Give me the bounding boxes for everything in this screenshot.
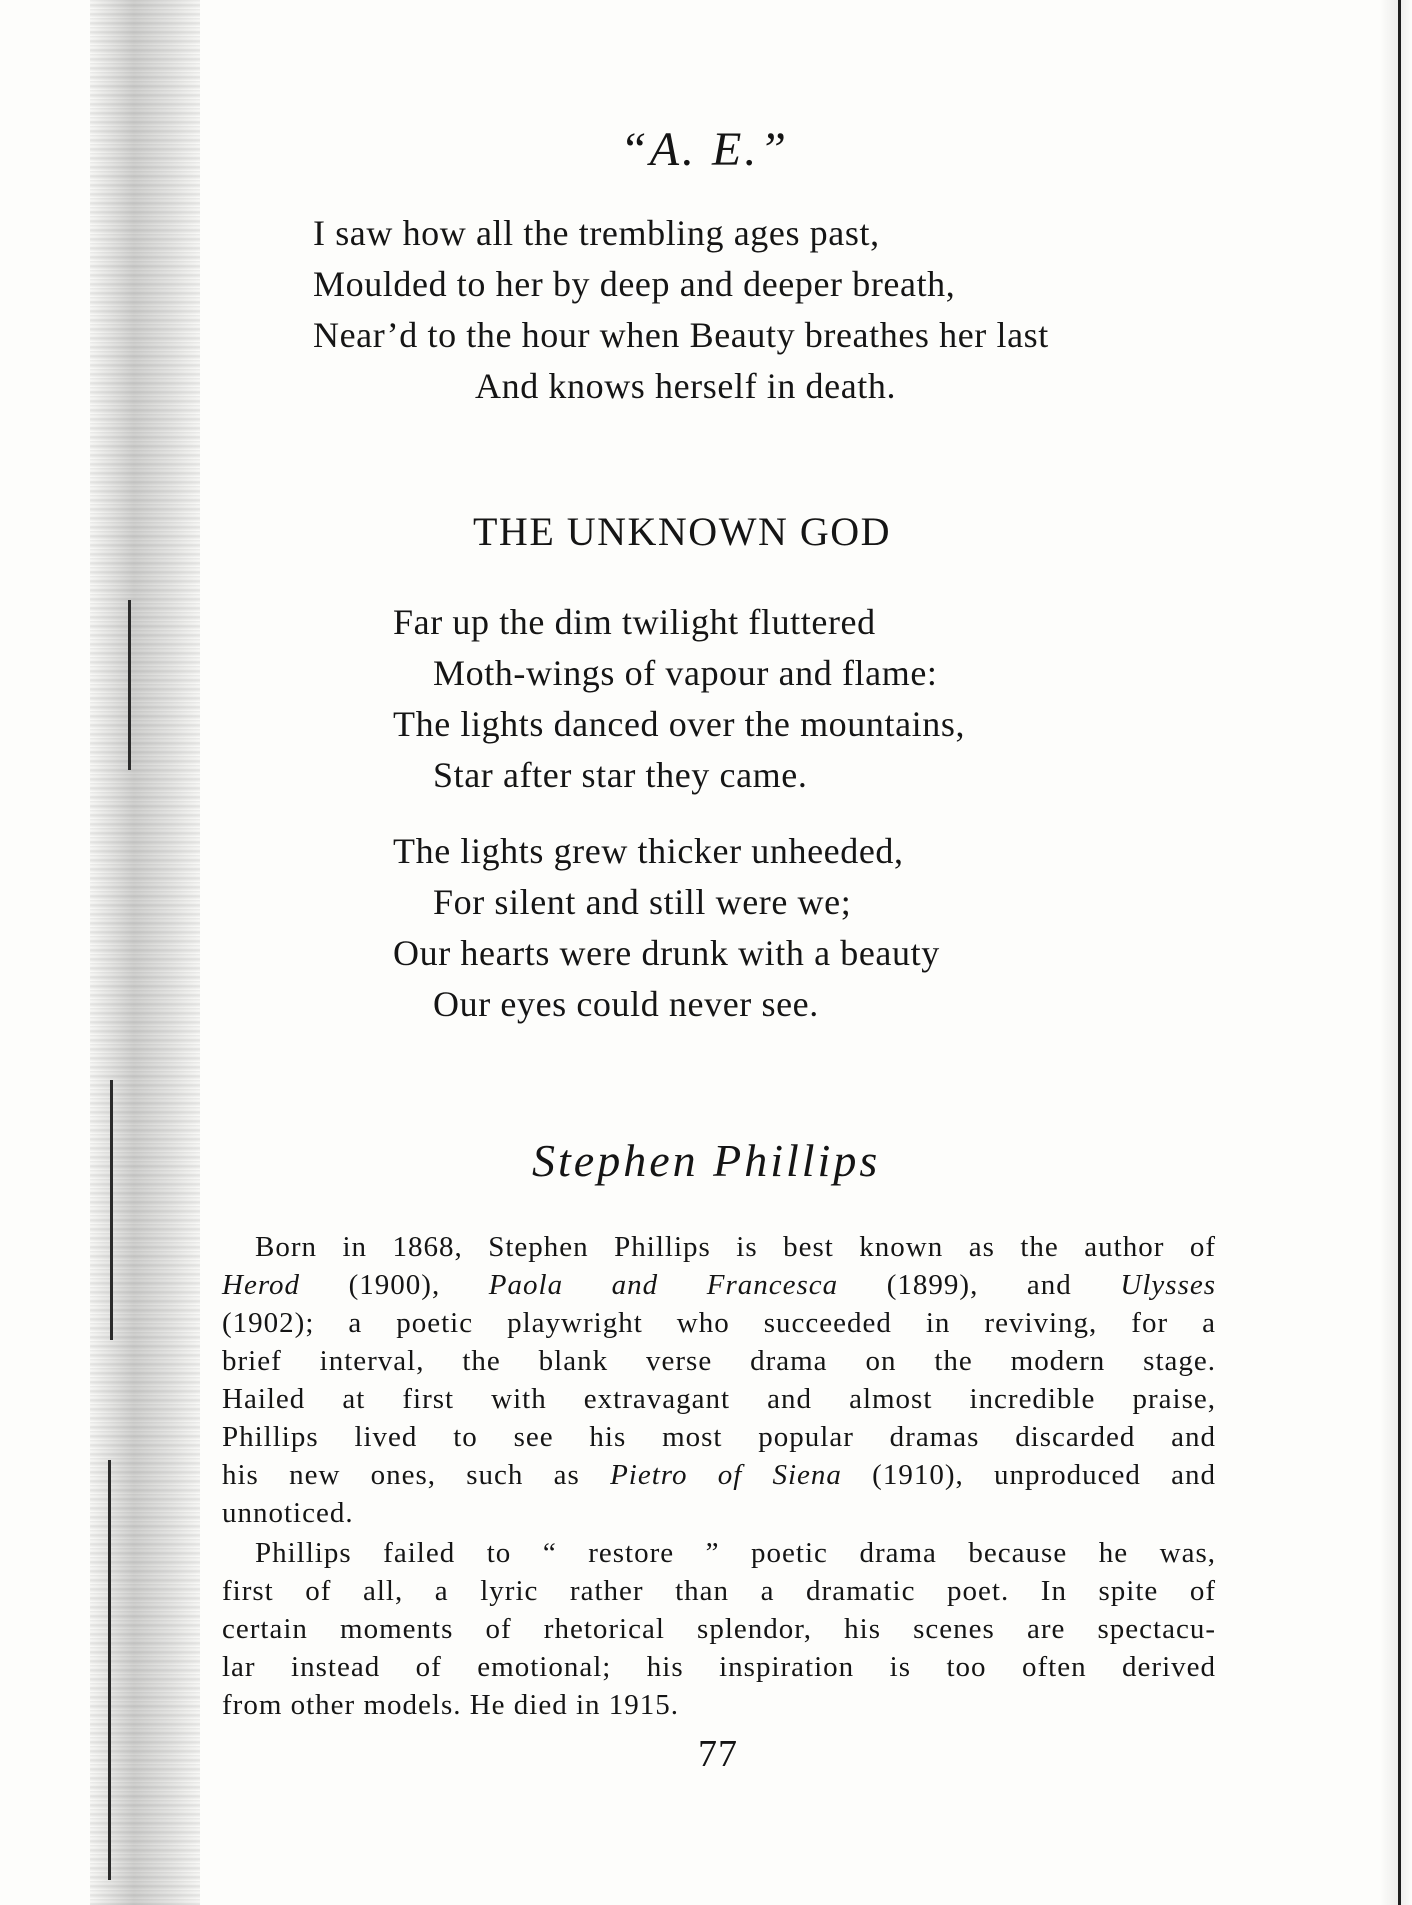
poem-title: THE UNKNOWN GOD [473,509,891,554]
work-title: Herod [222,1269,301,1301]
verse-line: And knows herself in death. [475,366,897,406]
bio-line: certain moments of rhetorical splendor, his scenes are spectacu- [222,1613,1216,1645]
verse-line: For silent and still were we; [433,882,852,922]
bio-line: from other models. He died in 1915. [222,1689,680,1721]
bio-line: Phillips failed to “ restore ” poetic drama because he was, [255,1537,1216,1569]
verse-line: I saw how all the trembling ages past, [313,213,880,253]
page-edge-line [1398,0,1401,1905]
bio-text: (1910), unproduced and [841,1459,1216,1491]
verse-line: Moth-wings of vapour and flame: [433,653,938,693]
gutter-line [110,1080,113,1340]
bio-line: brief interval, the blank verse drama on the modern stage. [222,1345,1216,1377]
bio-line: Phillips lived to see his most popular dramas discarded and [222,1421,1216,1453]
bio-line: unnoticed. [222,1497,354,1529]
verse-line: Star after star they came. [433,755,808,795]
bio-line: Hailed at first with extravagant and almost incredible praise, [222,1383,1216,1415]
verse-line: The lights grew thicker unheeded, [393,831,904,871]
bio-text: his new ones, such as [222,1459,611,1491]
author-heading: Stephen Phillips [532,1135,881,1186]
bio-text: (1899), and [838,1269,1121,1301]
work-title: Ulysses [1120,1269,1217,1301]
bio-line: first of all, a lyric rather than a dramatic poet. In spite of [222,1575,1216,1607]
verse-line: Moulded to her by deep and deeper breath, [313,264,956,304]
work-title: Paola and Francesca [488,1269,839,1301]
bio-line [222,1266,1216,1304]
gutter-line [108,1460,111,1880]
bio-line: lar instead of emotional; his inspiration is too often derived [222,1651,1216,1683]
bio-line [222,1456,1216,1494]
work-title: Pietro of Siena [610,1459,842,1491]
binding-gutter-right [1380,0,1412,1905]
verse-line: Our eyes could never see. [433,984,819,1024]
bio-line: Born in 1868, Stephen Phillips is best known as the author of [255,1231,1216,1263]
bio-line: (1902); a poetic playwright who succeeded in reviving, for a [222,1307,1216,1339]
binding-gutter-left [90,0,200,1905]
running-head: “A. E.” [620,123,790,176]
bio-text: (1900), [300,1269,489,1301]
page-number: 77 [698,1733,738,1775]
verse-line: Near’d to the hour when Beauty breathes her last [313,315,1049,355]
verse-line: Far up the dim twilight fluttered [393,602,876,642]
verse-line: Our hearts were drunk with a beauty [393,933,940,973]
gutter-line [128,600,131,770]
verse-line: The lights danced over the mountains, [393,704,966,744]
